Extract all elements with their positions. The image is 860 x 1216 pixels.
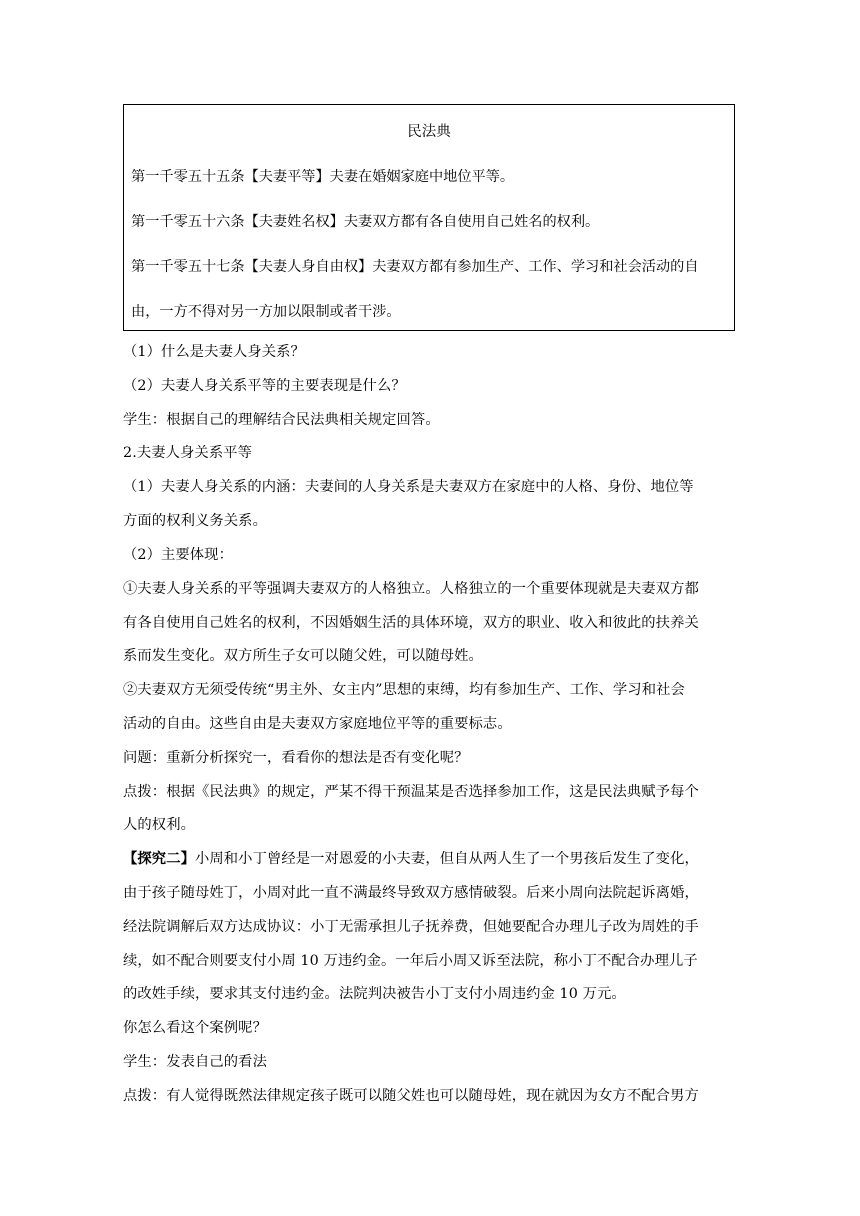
student-answer-1: 学生：根据自己的理解结合民法典相关规定回答。 xyxy=(123,412,440,428)
explore-2-line2: 由于孩子随母姓丁，小周对此一直不满最终导致双方感情破裂。后来小周向法院起诉离婚， xyxy=(123,885,699,901)
student-answer-2: 学生：发表自己的看法 xyxy=(123,1054,267,1070)
tip-2-line1: 点拨：有人觉得既然法律规定孩子既可以随父姓也可以随母姓，现在就因为女方不配合男方 xyxy=(123,1088,699,1104)
paragraph-3-line2: 有各自使用自己姓名的权利，不因婚姻生活的具体环境，双方的职业、收入和彼此的扶养关 xyxy=(123,615,699,631)
explore-2-text: 小周和小丁曾经是一对恩爱的小夫妻，但自从两人生了一个男孩后发生了变化， xyxy=(194,851,699,867)
article-1055: 第一千零五十五条【夫妻平等】夫妻在婚姻家庭中地位平等。 xyxy=(131,169,515,185)
explore-2-line3: 经法院调解后双方达成协议：小丁无需承担儿子抚养费，但她要配合办理儿子改为周姓的手 xyxy=(123,919,699,935)
paragraph-4-line1: ②夫妻双方无须受传统“男主外、女主内”思想的束缚，均有参加生产、工作、学习和社会 xyxy=(123,682,685,698)
ask-case-line: 你怎么看这个案例呢？ xyxy=(123,1020,267,1036)
article-1057-line1: 第一千零五十七条【夫妻人身自由权】夫妻双方都有参加生产、工作、学习和社会活动的自 xyxy=(131,259,699,275)
explore-2-label: 【探究二】 xyxy=(123,851,195,867)
tip-1-line2: 人的权利。 xyxy=(123,817,195,833)
law-box-title: 民法典 xyxy=(407,124,451,140)
explore-2-line5: 的改姓手续，要求其支付违约金。法院判决被告小丁支付小周违约金 10 万元。 xyxy=(123,986,626,1002)
explore-2-line4: 续，如不配合则要支付小周 10 万违约金。一年后小周又诉至法院，称小丁不配合办理儿子 xyxy=(123,953,698,969)
paragraph-3-line1: ①夫妻人身关系的平等强调夫妻双方的人格独立。人格独立的一个重要体现就是夫妻双方都 xyxy=(123,581,699,597)
article-1057-line2: 由，一方不得对另一方加以限制或者干涉。 xyxy=(131,304,401,320)
question-2: （2）夫妻人身关系平等的主要表现是什么？ xyxy=(123,378,406,394)
paragraph-1-line2: 方面的权利义务关系。 xyxy=(123,513,267,529)
article-1056: 第一千零五十六条【夫妻姓名权】夫妻双方都有各自使用自己姓名的权利。 xyxy=(131,214,600,230)
explore-2-line1 xyxy=(123,849,699,869)
paragraph-1-line1: （1）夫妻人身关系的内涵：夫妻间的人身关系是夫妻双方在家庭中的人格、身份、地位等 xyxy=(123,479,694,495)
paragraph-4-line2: 活动的自由。这些自由是夫妻双方家庭地位平等的重要标志。 xyxy=(123,716,512,732)
tip-1-line1: 点拨：根据《民法典》的规定，严某不得干预温某是否选择参加工作，这是民法典赋予每个 xyxy=(123,784,699,800)
paragraph-2-heading: （2）主要体现： xyxy=(123,547,233,563)
question-line: 问题：重新分析探究一，看看你的想法是否有变化呢？ xyxy=(123,750,469,766)
section-heading-2: 2.夫妻人身关系平等 xyxy=(123,445,253,461)
paragraph-3-line3: 系而发生变化。双方所生子女可以随父姓，可以随母姓。 xyxy=(123,648,483,664)
law-excerpt-box xyxy=(123,104,735,331)
question-1: （1）什么是夫妻人身关系？ xyxy=(123,344,305,360)
